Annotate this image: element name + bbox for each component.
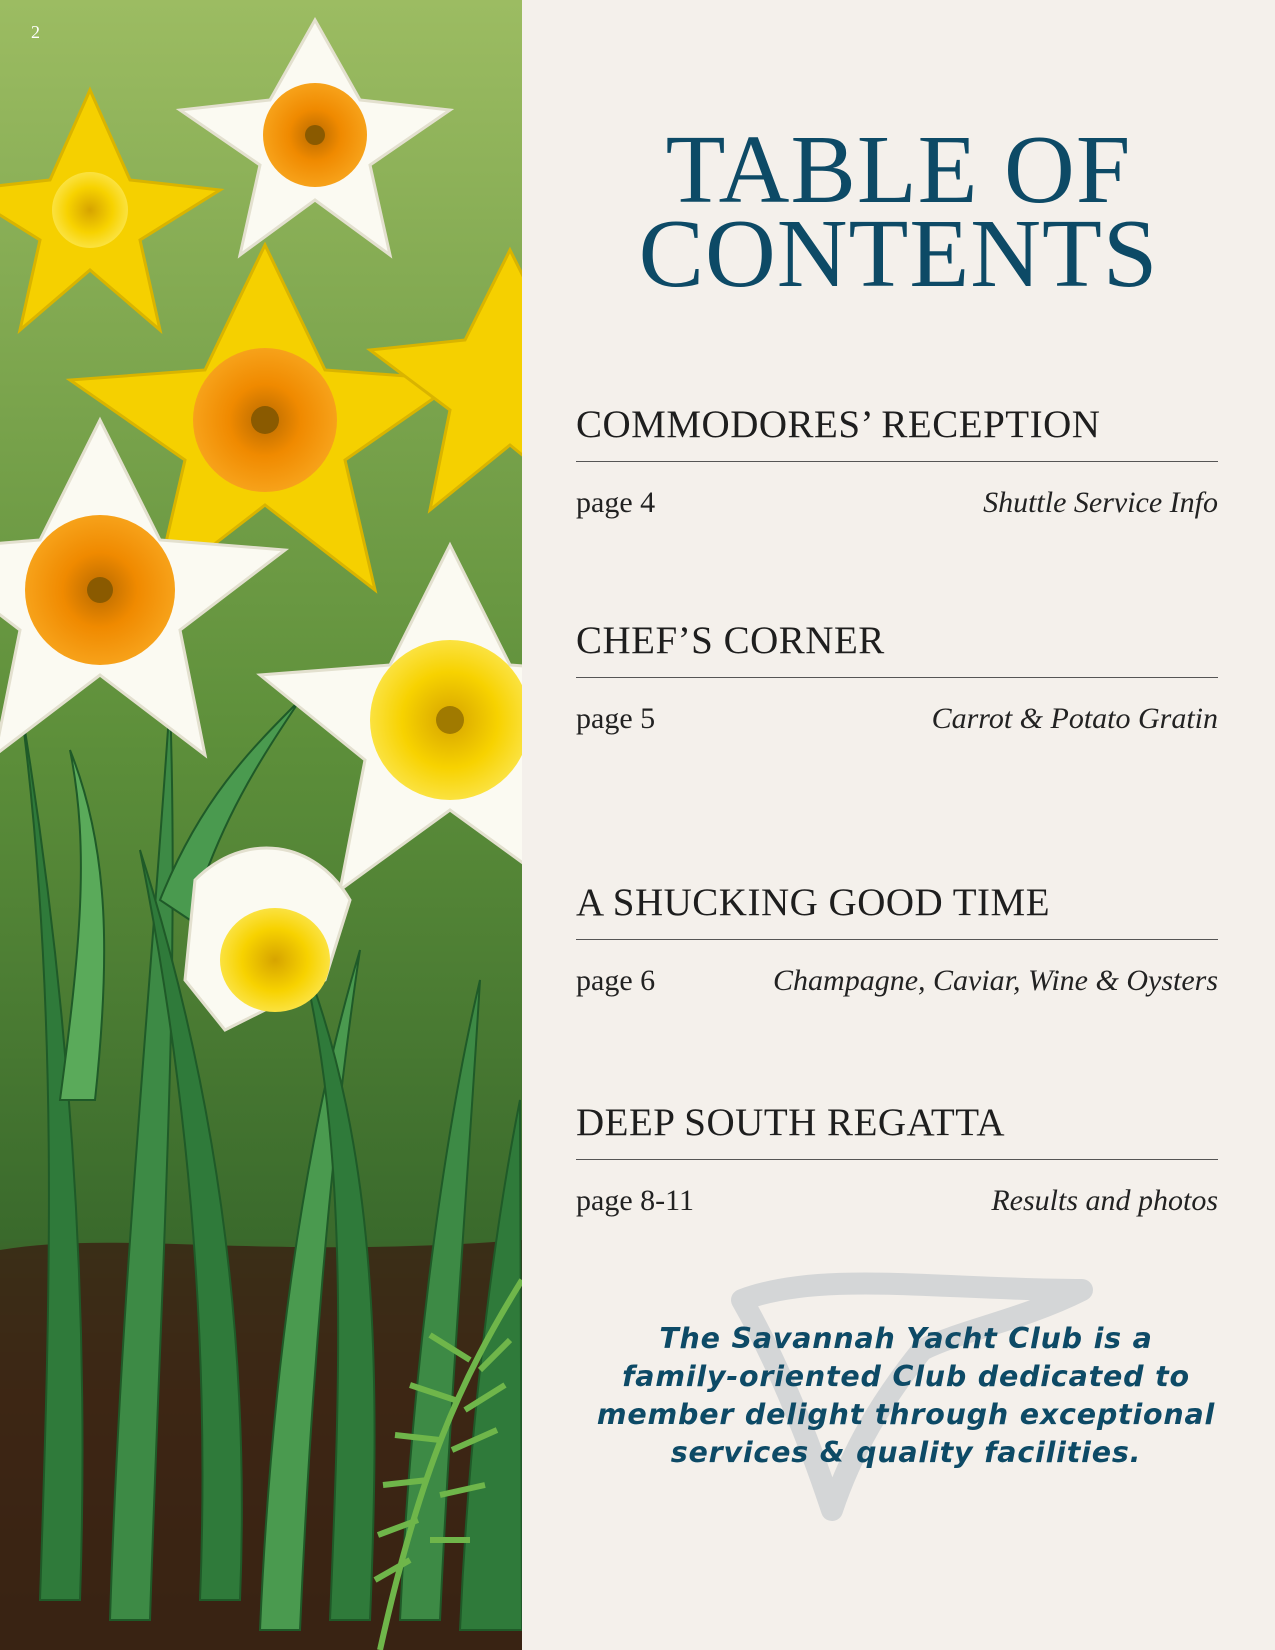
mission-line: member delight through exceptional [596, 1398, 1216, 1431]
toc-entry-description: Champagne, Caviar, Wine & Oysters [773, 964, 1218, 997]
toc-entry-row [576, 702, 1218, 736]
toc-entry-commodores-reception[interactable] [576, 402, 1218, 520]
toc-entry-heading: CHEF’S CORNER [576, 618, 1218, 678]
title-line-1: TABLE OF [665, 116, 1132, 224]
toc-entry-page: page 5 [576, 702, 656, 735]
mission-line: services & quality facilities. [670, 1436, 1142, 1469]
toc-entry-row [576, 1184, 1218, 1218]
toc-entry-row [576, 964, 1218, 998]
toc-entry-page: page 6 [576, 964, 656, 997]
mission-statement [556, 1320, 1256, 1472]
toc-entry-chefs-corner[interactable] [576, 618, 1218, 736]
toc-entry-heading: DEEP SOUTH REGATTA [576, 1100, 1218, 1160]
toc-entry-deep-south-regatta[interactable] [576, 1100, 1218, 1218]
daffodils-photo [0, 0, 522, 1650]
toc-entry-description: Results and photos [991, 1184, 1218, 1217]
toc-entry-description: Carrot & Potato Gratin [931, 702, 1218, 735]
toc-entry-heading: COMMODORES’ RECEPTION [576, 402, 1218, 462]
mission-line: family-oriented Club dedicated to [622, 1360, 1190, 1393]
page-title [522, 116, 1275, 308]
toc-entry-page: page 4 [576, 486, 656, 519]
toc-entry-heading: A SHUCKING GOOD TIME [576, 880, 1218, 940]
mission-line: The Savannah Yacht Club is a [659, 1322, 1153, 1355]
title-line-2: CONTENTS [638, 200, 1159, 308]
toc-entry-row [576, 486, 1218, 520]
toc-entry-description: Shuttle Service Info [983, 486, 1218, 519]
page-number: 2 [31, 22, 40, 42]
table-of-contents [522, 0, 1275, 1650]
toc-entry-page: page 8-11 [576, 1184, 695, 1217]
daffodils-illustration [0, 0, 522, 1650]
toc-entry-shucking-good-time[interactable] [576, 880, 1218, 998]
